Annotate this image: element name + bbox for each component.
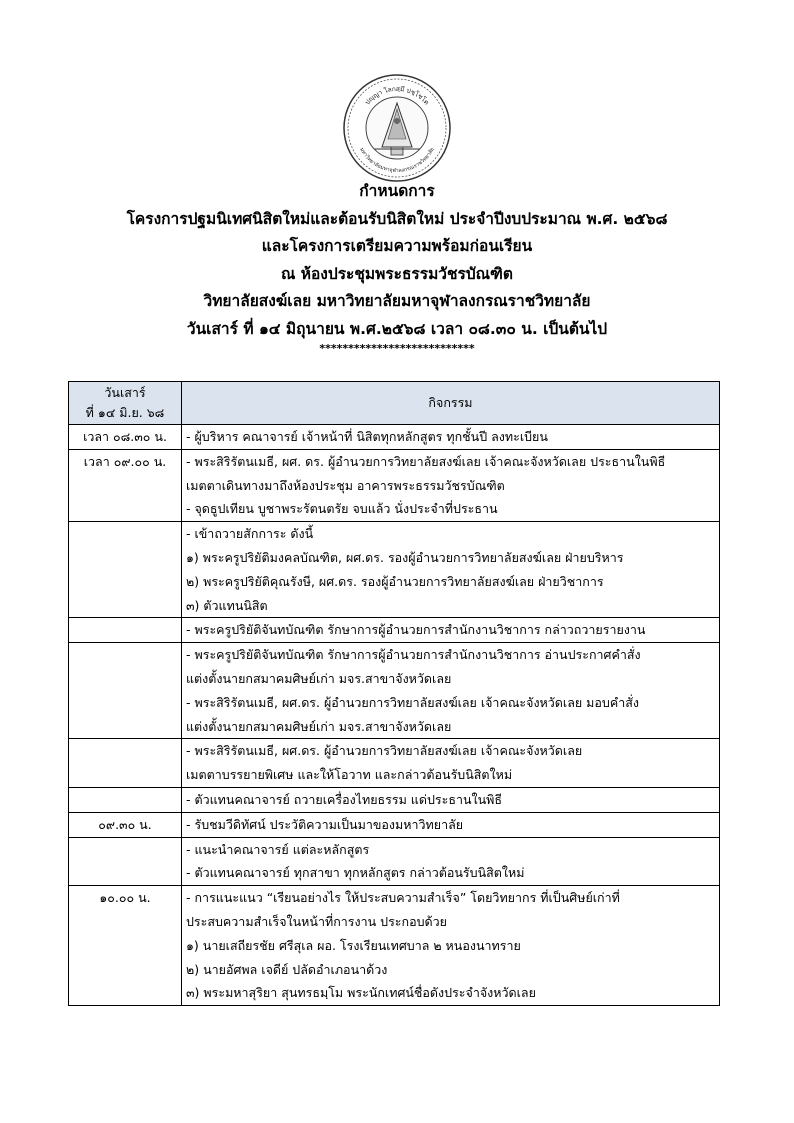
project-line: โครงการปฐมนิเทศนิสิตใหม่และต้อนรับนิสิตใหม่ ประจำปีงบประมาณ พ.ศ. ๒๕๖๘ — [126, 209, 668, 228]
activity-cell — [182, 618, 720, 643]
date-line: วันเสาร์ ที่ ๑๔ มิถุนายน พ.ศ.๒๕๖๘ เวลา ๐๘.๓๐ น. เป็นต้นไป — [186, 319, 608, 338]
college-line: วิทยาลัยสงฆ์เลย มหาวิทยาลัยมหาจุฬาลงกรณราชวิทยาลัย — [203, 292, 591, 311]
time-cell: เวลา ๐๙.๐๐ น. — [69, 449, 182, 521]
activity-cell — [182, 643, 720, 739]
time-cell — [69, 522, 182, 618]
activity-line: - เข้าถวายสักการะ ดังนี้ — [186, 526, 314, 542]
activity-line: ๑) นายเสถียรชัย ศรีสุเล ผอ. โรงเรียนเทศบาล ๒ หนองนาทราย — [186, 937, 521, 953]
activity-cell — [182, 812, 720, 837]
time-cell — [69, 643, 182, 739]
document-title: กำหนดการ — [359, 182, 435, 200]
activity-line: เมตตาบรรยายพิเศษ และให้โอวาท และกล่าวต้อนรับนิสิตใหม่ — [186, 767, 513, 783]
activity-line: เมตตาเดินทางมาถึงห้องประชุม อาคารพระธรรมวัชรบัณฑิต — [186, 477, 505, 493]
activity-line: - ตัวแทนคณาจารย์ ถวายเครื่องไทยธรรม แด่ประธานในพิธี — [186, 791, 503, 807]
time-cell: ๑๐.๐๐ น. — [69, 886, 182, 1006]
activity-cell — [182, 886, 720, 1006]
activity-line: ๓) ตัวแทนนิสิต — [186, 597, 268, 613]
activity-line: ๓) พระมหาสุริยา สุนทรธมฺโม พระนักเทศน์ชื่อดังประจำจังหวัดเลย — [186, 985, 536, 1001]
time-cell — [69, 739, 182, 788]
activity-line: - รับชมวีดิทัศน์ ประวัติความเป็นมาของมหาวิทยาลัย — [186, 816, 464, 832]
activity-cell — [182, 522, 720, 618]
table-row — [69, 812, 720, 837]
time-cell — [69, 787, 182, 812]
activity-line: ๑) พระครูปริยัติมงคลบัณฑิต, ผศ.ดร. รองผู้อำนวยการวิทยาลัยสงฆ์เลย ฝ่ายบริหาร — [186, 549, 624, 565]
table-row — [69, 618, 720, 643]
document-header — [0, 178, 794, 354]
activity-cell — [182, 449, 720, 521]
seal-university-name: มหาวิทยาลัยมหาจุฬาลงกรณราชวิทยาลัย — [358, 146, 436, 175]
table-row — [69, 449, 720, 521]
activity-line: - ผู้บริหาร คณาจารย์ เจ้าหน้าที่ นิสิตทุกหลักสูตร ทุกชั้นปี ลงทะเบียน — [186, 429, 548, 444]
activity-line: - พระสิริรัตนเมธี, ผศ.ดร. ผู้อำนวยการวิทยาลัยสงฆ์เลย เจ้าคณะจังหวัดเลย มอบคำสั่ง — [186, 694, 639, 710]
table-row — [69, 425, 720, 450]
activity-line: ๒) พระครูปริยัติคุณรังษี, ผศ.ดร. รองผู้อำนวยการวิทยาลัยสงฆ์เลย ฝ่ายวิชาการ — [186, 573, 604, 589]
time-cell — [69, 837, 182, 886]
activity-line: แต่งตั้งนายกสมาคมศิษย์เก่า มจร.สาขาจังหวัดเลย — [186, 670, 452, 686]
activity-line: แต่งตั้งนายกสมาคมศิษย์เก่า มจร.สาขาจังหวัดเลย — [186, 718, 452, 734]
activity-cell — [182, 425, 720, 450]
activity-line: - จุดธูปเทียน บูชาพระรัตนตรัย จบแล้ว นั่งประจำที่ประธาน — [186, 501, 498, 517]
separator: *************************** — [319, 341, 475, 355]
activity-cell — [182, 739, 720, 788]
activity-line: ๒) นายอัศพล เจดีย์ ปลัดอำเภอนาด้วง — [186, 961, 388, 977]
table-row — [69, 739, 720, 788]
venue-line: ณ ห้องประชุมพระธรรมวัชรบัณฑิต — [281, 264, 513, 283]
activity-line: ประสบความสำเร็จในหน้าที่การงาน ประกอบด้วย — [186, 913, 447, 929]
time-cell: เวลา ๐๘.๓๐ น. — [69, 425, 182, 450]
schedule-table — [68, 381, 720, 1006]
activity-cell — [182, 787, 720, 812]
activity-cell — [182, 837, 720, 886]
activity-line: - ตัวแทนคณาจารย์ ทุกสาขา ทุกหลักสูตร กล่าวต้อนรับนิสิตใหม่ — [186, 865, 525, 881]
activity-column-header: กิจกรรม — [182, 382, 720, 425]
table-row — [69, 643, 720, 739]
university-seal-logo — [342, 73, 452, 183]
table-row — [69, 886, 720, 1006]
activity-line: - แนะนำคณาจารย์ แต่ละหลักสูตร — [186, 841, 370, 857]
seal-motto: ปญฺญา โลกสฺมึ ปชฺโชโต — [363, 84, 431, 107]
table-row — [69, 787, 720, 812]
activity-line: - พระครูปริยัติจันทบัณฑิต รักษาการผู้อำนวยการสำนักงานวิชาการ อ่านประกาศคำสั่ง — [186, 647, 641, 663]
table-row — [69, 837, 720, 886]
time-cell: ๐๙.๓๐ น. — [69, 812, 182, 837]
activity-line: - การแนะแนว “เรียนอย่างไร ให้ประสบความสำเร็จ” โดยวิทยากร ที่เป็นศิษย์เก่าที่ — [186, 890, 620, 906]
activity-line: - พระสิริรัตนเมธี, ผศ. ดร. ผู้อำนวยการวิทยาลัยสงฆ์เลย เจ้าคณะจังหวัดเลย ประธานในพิธี — [186, 453, 666, 469]
activity-line: - พระสิริรัตนเมธี, ผศ.ดร. ผู้อำนวยการวิทยาลัยสงฆ์เลย เจ้าคณะจังหวัดเลย — [186, 743, 583, 759]
time-cell — [69, 618, 182, 643]
table-row — [69, 522, 720, 618]
project-line-2: และโครงการเตรียมความพร้อมก่อนเรียน — [261, 237, 533, 256]
activity-line: - พระครูปริยัติจันทบัณฑิต รักษาการผู้อำนวยการสำนักงานวิชาการ กล่าวถวายรายงาน — [186, 622, 646, 638]
table-header-row — [69, 382, 720, 425]
date-column-header: วันเสาร์ ที่ ๑๔ มิ.ย. ๖๘ — [69, 382, 182, 425]
